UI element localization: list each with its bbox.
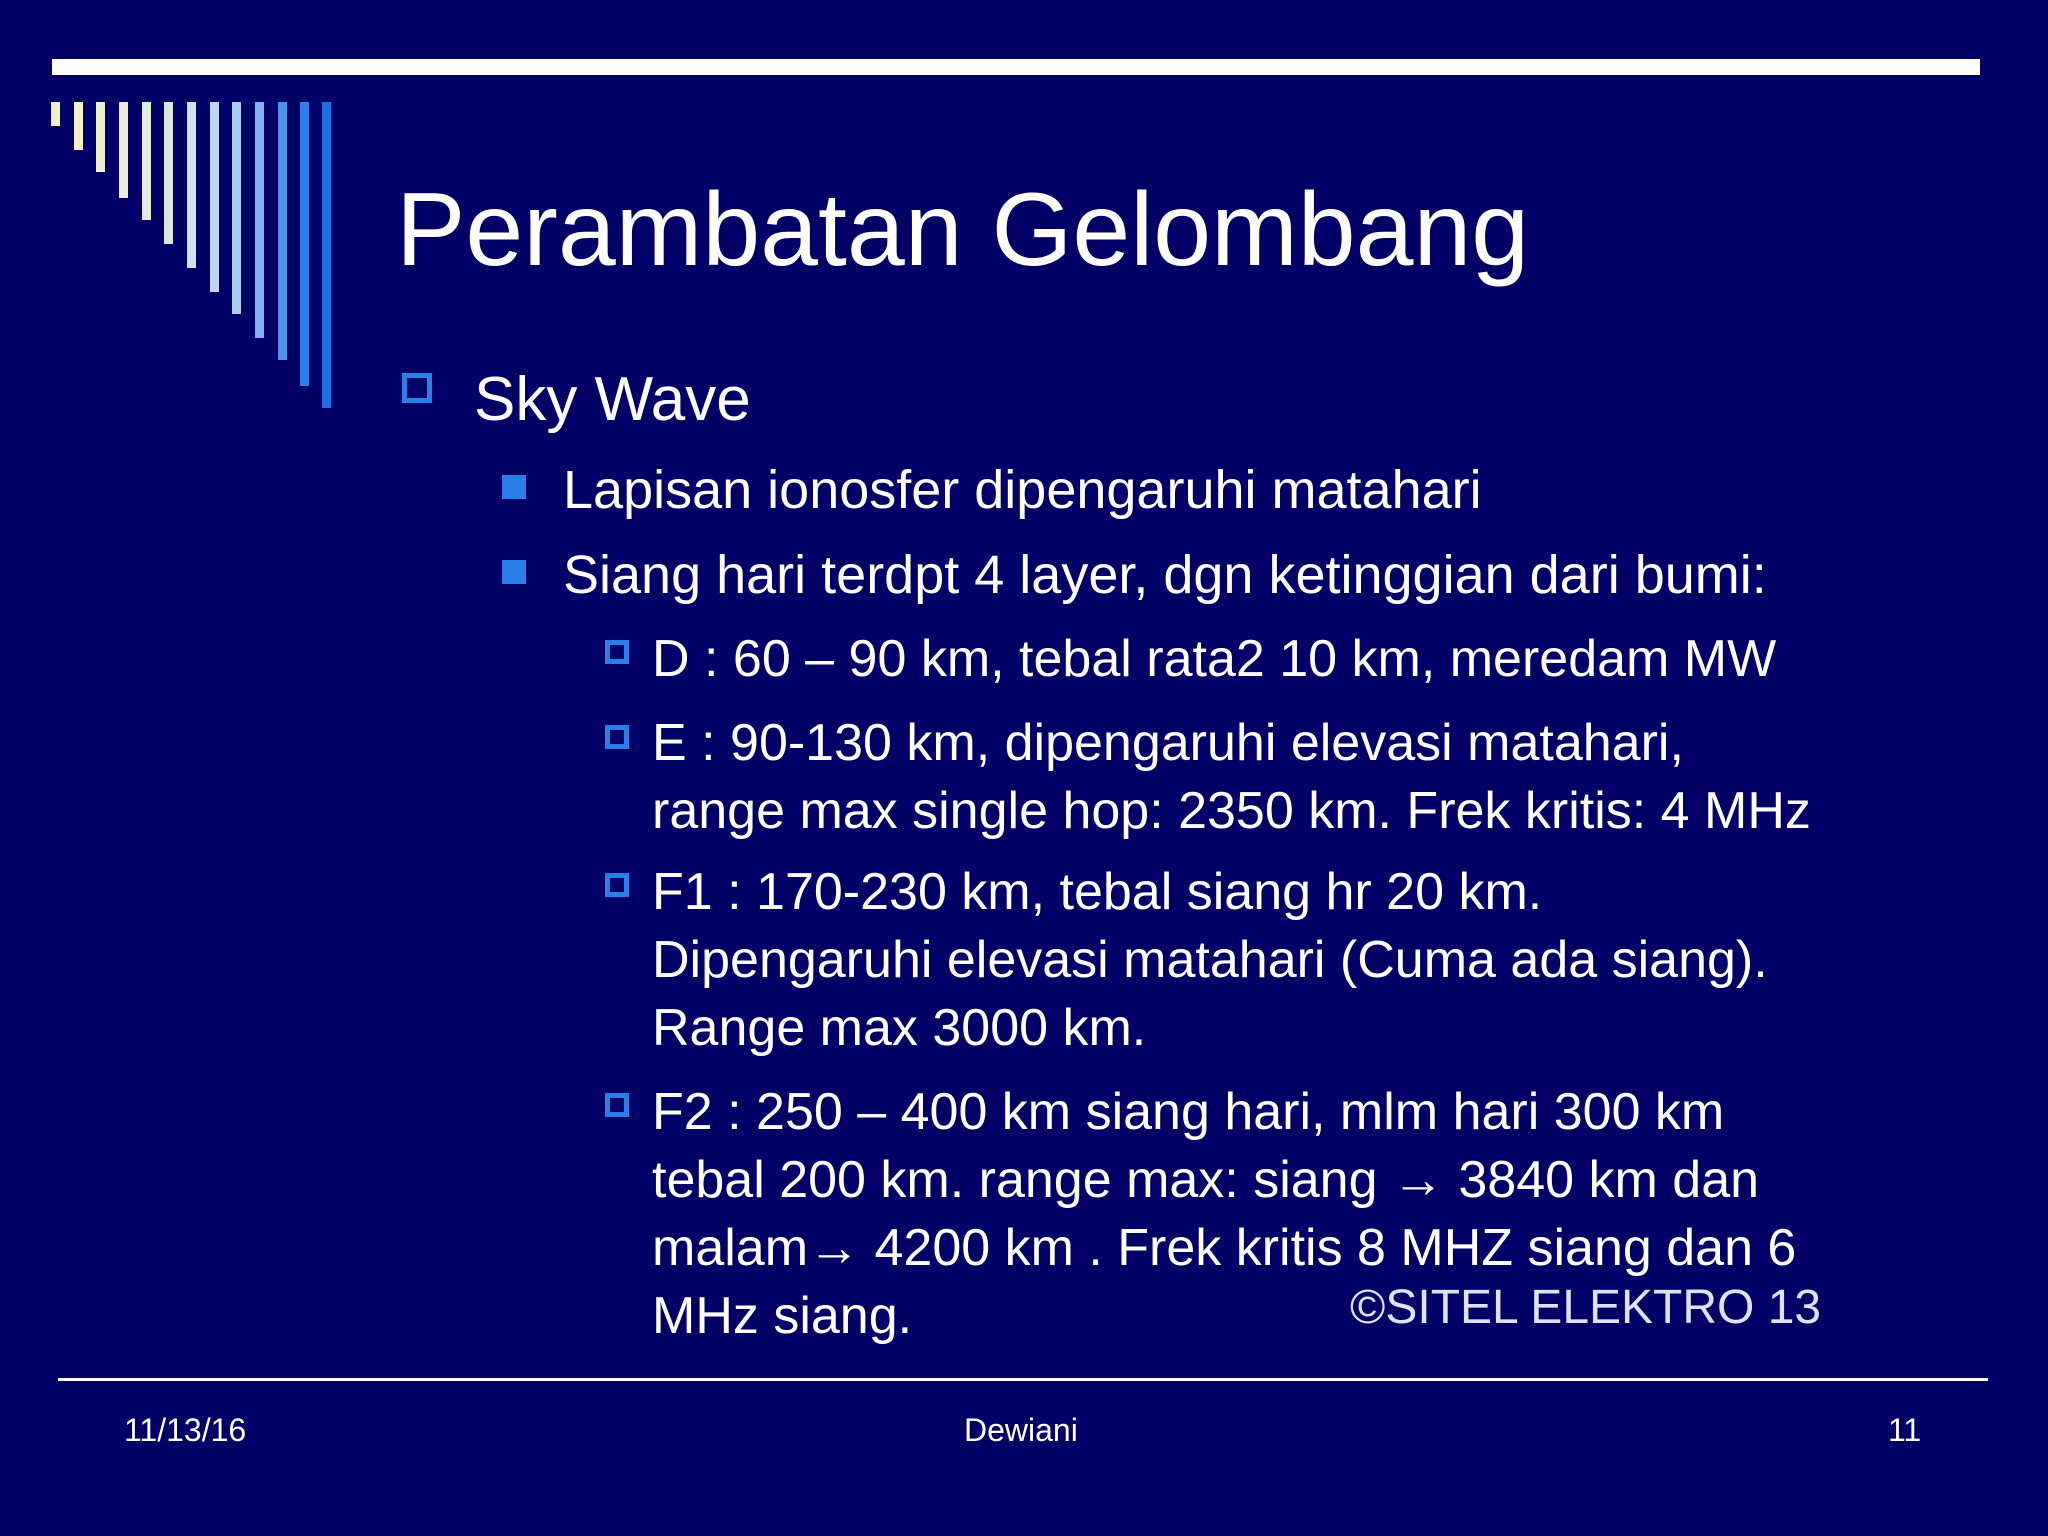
footer-author: Dewiani [964, 1412, 1078, 1448]
layer-item-f1 [652, 858, 1768, 1062]
layer-line: D : 60 – 90 km, tebal rata2 10 km, meredam MW [652, 630, 1777, 688]
level1-item: Sky Wave [474, 365, 751, 434]
layer-line: tebal 200 km. range max: siang → 3840 km dan [652, 1151, 1760, 1209]
stripe [74, 102, 83, 150]
layer-line: range max single hop: 2350 km. Frek kritis: 4 MHz [652, 782, 1811, 840]
layer-item-e [652, 709, 1811, 845]
stripe [210, 102, 219, 292]
bullet-item: Lapisan ionosfer dipengaruhi matahari [563, 460, 1482, 520]
stripe [187, 102, 196, 268]
layer-line: MHz siang. [652, 1287, 913, 1345]
stripe [232, 102, 241, 314]
layer-line: E : 90-130 km, dipengaruhi elevasi matahari, [652, 714, 1684, 772]
layer-line: F2 : 250 – 400 km siang hari, mlm hari 300 km [652, 1083, 1725, 1141]
stripe [119, 102, 128, 198]
slide-title: Perambatan Gelombang [396, 172, 1530, 288]
stripe [51, 102, 60, 126]
copyright-text: ©SITEL ELEKTRO 13 [1350, 1281, 1822, 1334]
stripe [96, 102, 105, 172]
top-rule [52, 59, 1980, 75]
stripe [255, 102, 264, 338]
stripe [142, 102, 151, 220]
layer-line: F1 : 170-230 km, tebal siang hr 20 km. [652, 863, 1543, 921]
stripe [322, 102, 331, 408]
stripe [164, 102, 173, 244]
layer-line: Dipengaruhi elevasi matahari (Cuma ada siang). [652, 931, 1768, 989]
hollow-square-bullet-icon [605, 873, 629, 897]
slide-number: 11 [1888, 1412, 1922, 1448]
hollow-square-bullet-icon [605, 640, 629, 664]
footer-date: 11/13/16 [124, 1412, 247, 1448]
bottom-rule [58, 1378, 1988, 1381]
square-bullet-icon [502, 475, 526, 499]
layer-line: malam→ 4200 km . Frek kritis 8 MHZ siang dan 6 [652, 1219, 1797, 1277]
hollow-square-bullet-icon [605, 725, 629, 749]
stripe [278, 102, 287, 360]
hollow-square-bullet-icon [605, 1093, 629, 1117]
bullet-item: Siang hari terdpt 4 layer, dgn ketinggian dari bumi: [563, 545, 1767, 605]
layer-line: Range max 3000 km. [652, 999, 1147, 1057]
layer-item-d [652, 625, 1776, 693]
square-bullet-icon [502, 560, 526, 584]
hollow-square-bullet-icon [402, 373, 432, 403]
stripe [300, 102, 309, 386]
